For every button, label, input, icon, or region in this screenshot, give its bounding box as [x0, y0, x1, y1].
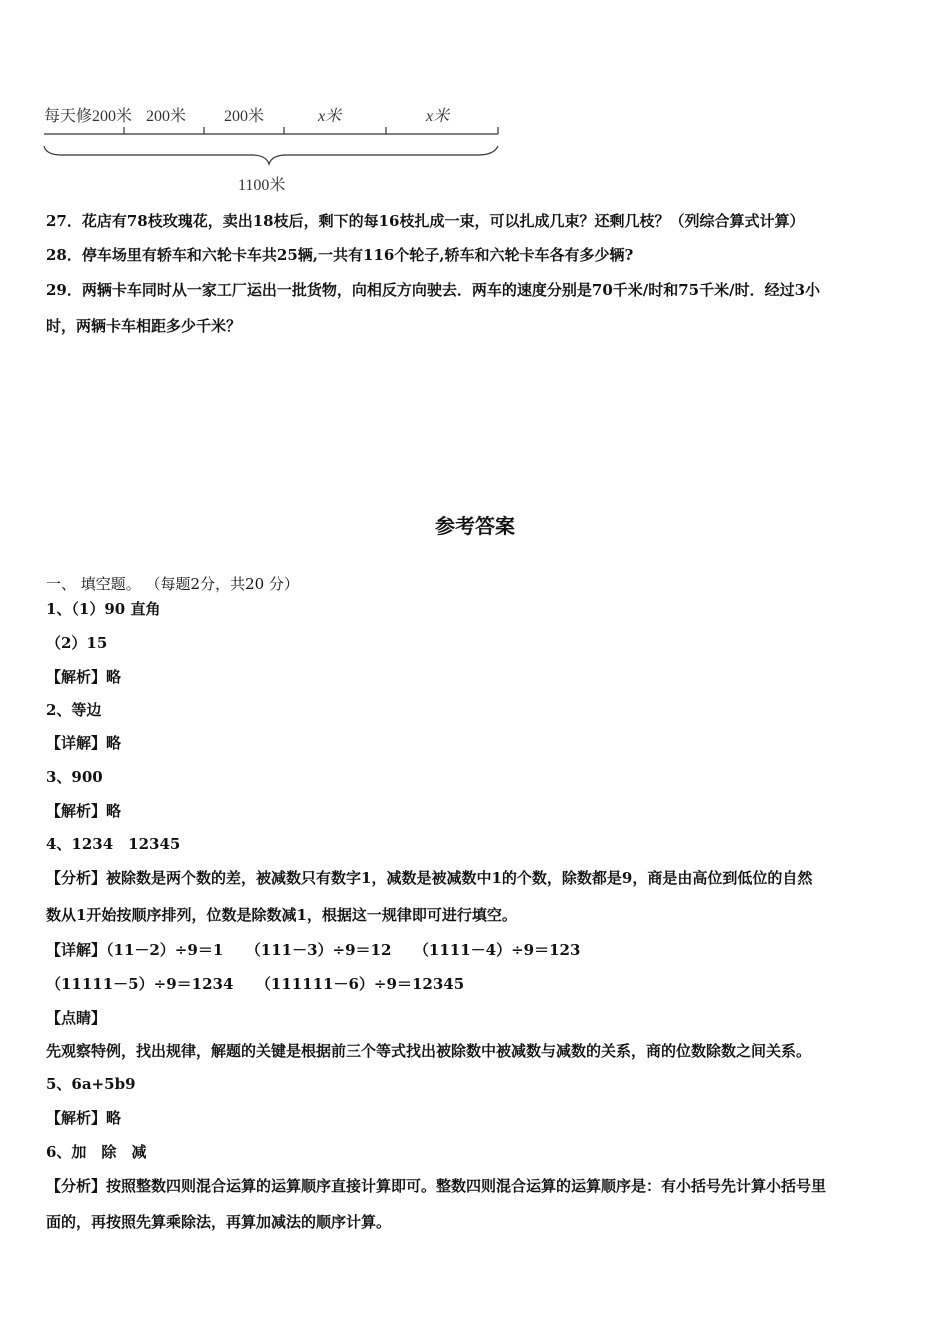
answer-line: 先观察特例，找出规律，解题的关键是根据前三个等式找出被除数中被减数与减数的关系，商的位数除数之间关系。: [46, 1042, 812, 1060]
answer-line: 【点睛】: [46, 1009, 107, 1027]
segment-label-2: 200米: [146, 108, 187, 125]
answer-line: 2、等边: [46, 701, 102, 719]
answer-line: 【解析】略: [46, 1109, 122, 1127]
question-28: 28．停车场里有轿车和六轮卡车共25辆,一共有116个轮子,轿车和六轮卡车各有多少辆?: [46, 246, 634, 264]
total-brace: [44, 146, 498, 164]
segment-label-1: 每天修200米: [44, 108, 133, 125]
segment-label-5: x米: [426, 108, 450, 125]
road-repair-diagram: [38, 92, 518, 202]
answer-line: （2）15: [46, 634, 108, 652]
section-heading: 一、 填空题。 （每题2分，共20 分）: [46, 575, 299, 593]
answer-line: （11111－5）÷9＝1234 （111111－6）÷9＝12345: [46, 975, 465, 993]
answer-line: 6、加 除 减: [46, 1143, 147, 1161]
answer-line: 数从1开始按顺序排列，位数是除数减1，根据这一规律即可进行填空。: [46, 906, 517, 924]
answer-line: 【解析】略: [46, 802, 122, 820]
total-label: 1100米: [238, 177, 286, 194]
segment-label-3: 200米: [224, 108, 265, 125]
answer-line: 面的，再按照先算乘除法，再算加减法的顺序计算。: [46, 1213, 392, 1231]
answer-line: 【详解】略: [46, 734, 122, 752]
answer-line: 【分析】按照整数四则混合运算的运算顺序直接计算即可。整数四则混合运算的运算顺序是：有小括号先计算小括号里: [46, 1177, 827, 1195]
answer-line: 4、1234 12345: [46, 835, 181, 853]
answer-line: 5、6a+5b9: [46, 1075, 136, 1093]
answers-title: 参考答案: [435, 514, 515, 538]
answer-line: 1、（1）90 直角: [46, 600, 161, 618]
answer-line: 【分析】被除数是两个数的差，被减数只有数字1，减数是被减数中1的个数，除数都是9，商是由高位到低位的自然: [46, 869, 813, 887]
question-29-line-1: 29．两辆卡车同时从一家工厂运出一批货物，向相反方向驶去．两车的速度分别是70千米/时和75千米/时．经过3小: [46, 281, 821, 299]
question-27: 27．花店有78枝玫瑰花，卖出18枝后，剩下的每16枝扎成一束，可以扎成几束？还剩几枝？（列综合算式计算）: [46, 212, 805, 230]
answer-line: 3、900: [46, 768, 103, 786]
question-29-line-2: 时，两辆卡车相距多少千米？: [46, 317, 242, 335]
answer-line: 【详解】（11－2）÷9＝1 （111－3）÷9＝12 （1111－4）÷9＝123: [46, 941, 581, 959]
segment-label-4: x米: [318, 108, 342, 125]
answer-line: 【解析】略: [46, 668, 122, 686]
